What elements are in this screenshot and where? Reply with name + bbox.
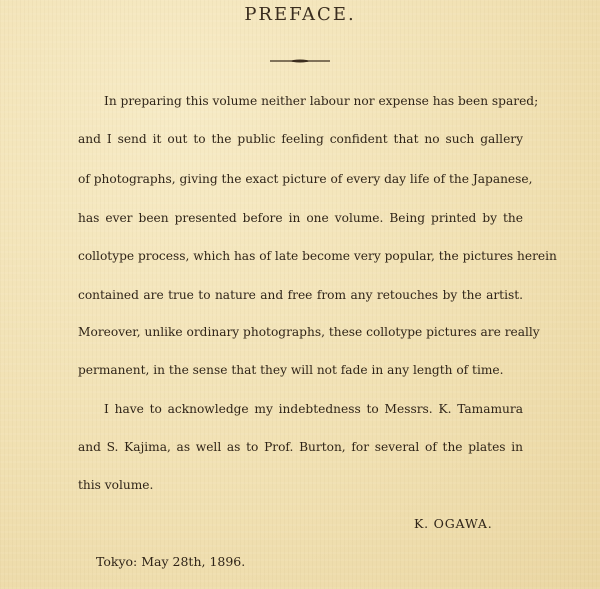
paragraph-1-line-7: Moreover, unlike ordinary photographs, these collotype pictures are really [78, 325, 540, 339]
paragraph-1-line-2: and I send it out to the public feeling confident that no such gallery [78, 132, 523, 146]
paragraph-2-line-3: this volume. [78, 478, 154, 492]
paragraph-2-line-1: I have to acknowledge my indebtedness to Messrs. K. Tamamura [104, 402, 523, 416]
author-signature: K. OGAWA. [414, 516, 493, 531]
paragraph-1-line-3: of photographs, giving the exact picture of every day life of the Japanese, [78, 172, 533, 186]
ornament-rule-icon [270, 59, 330, 63]
paragraph-1-line-4: has ever been presented before in one volume. Being printed by the [78, 211, 523, 225]
paragraph-1-line-8: permanent, in the sense that they will not fade in any length of time. [78, 363, 504, 377]
dateline: Tokyo: May 28th, 1896. [96, 554, 246, 569]
paragraph-1-line-1: In preparing this volume neither labour nor expense has been spared; [104, 94, 539, 108]
paragraph-2-line-2: and S. Kajima, as well as to Prof. Burton, for several of the plates in [78, 440, 523, 454]
paragraph-1-line-5: collotype process, which has of late become very popular, the pictures herein [78, 249, 557, 263]
paragraph-1-line-6: contained are true to nature and free from any retouches by the artist. [78, 288, 523, 302]
page-title: PREFACE. [244, 4, 356, 25]
